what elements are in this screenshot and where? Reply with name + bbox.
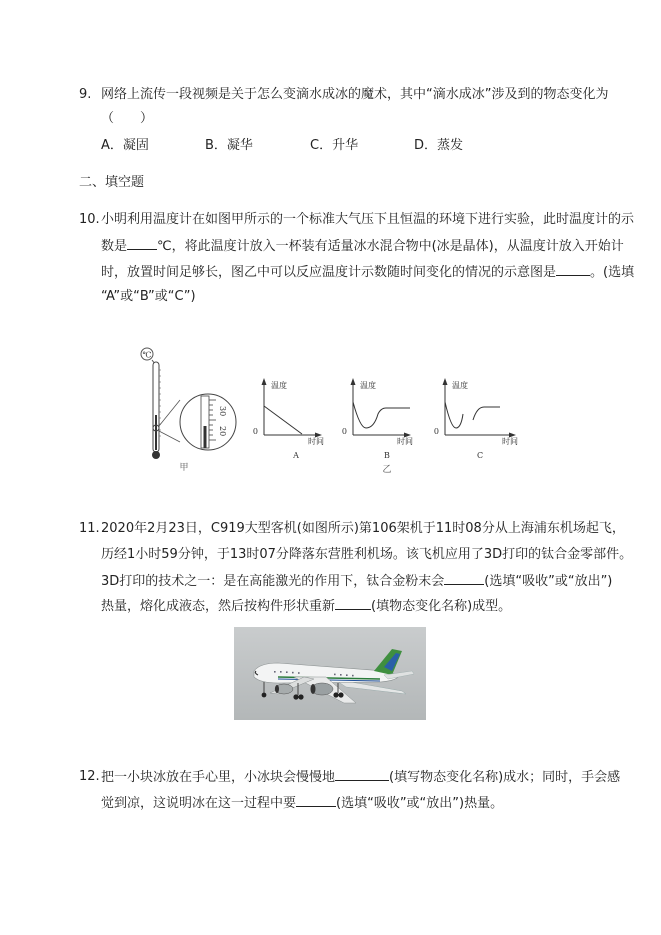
graph-a bbox=[253, 378, 324, 460]
q9-option-a bbox=[101, 137, 149, 155]
q10-line2-b: ℃，将此温度计放入一杯装有适量冰水混合物中(冰是晶体)，从温度计放入开始计 bbox=[157, 239, 624, 254]
q11-line1: 2020年2月23日，C919大型客机(如图所示)第106架机于11时08分从上海浦东机场起飞， bbox=[101, 521, 625, 536]
q9-number: 9. bbox=[79, 87, 92, 102]
q10-line1: 小明利用温度计在如图甲所示的一个标准大气压下且恒温的环境下进行实验，此时温度计的示 bbox=[101, 212, 635, 227]
q12-line1 bbox=[101, 768, 620, 787]
thermo-unit-label: ℃ bbox=[142, 350, 152, 360]
q11-number: 11. bbox=[79, 521, 100, 536]
scale-label-20: 20 bbox=[218, 426, 227, 437]
graph-a-ylabel: 温度 bbox=[271, 381, 287, 390]
answer-blank[interactable] bbox=[556, 263, 590, 276]
q9-text: 网络上流传一段视频是关于怎么变滴水成冰的魔术，其中“滴水成冰”涉及到的物态变化为 bbox=[101, 87, 609, 102]
graph-c-origin: 0 bbox=[433, 427, 439, 436]
q10-number: 10. bbox=[79, 212, 100, 227]
q9-option-c bbox=[310, 137, 358, 155]
label-yi: 乙 bbox=[382, 465, 392, 475]
graph-c-ylabel: 温度 bbox=[452, 381, 468, 390]
option-text: 升华 bbox=[332, 138, 359, 153]
q11-line4 bbox=[101, 597, 511, 616]
q12-number: 12. bbox=[79, 769, 100, 784]
q9-option-d bbox=[414, 137, 463, 155]
answer-blank[interactable] bbox=[296, 794, 336, 807]
q12-line2 bbox=[101, 794, 503, 813]
graph-c-xlabel: 时间 bbox=[502, 437, 518, 446]
q11-line4-a: 热量，熔化成液态，然后按构件形状重新 bbox=[101, 599, 336, 614]
q12-line1-b: (填写物态变化名称)成水；同时，手会感 bbox=[389, 770, 621, 785]
option-text: 凝华 bbox=[226, 138, 253, 153]
q12-line2-b: (选填“吸收”或“放出”)热量。 bbox=[336, 796, 504, 811]
thermometer-figure bbox=[141, 348, 236, 473]
q10-line3 bbox=[101, 263, 634, 282]
q11-line3 bbox=[101, 572, 612, 591]
graph-a-xlabel: 时间 bbox=[308, 437, 324, 446]
option-letter: B． bbox=[205, 138, 227, 153]
option-letter: D． bbox=[414, 138, 438, 153]
graph-b-ylabel: 温度 bbox=[360, 381, 376, 390]
scale-label-30: 30 bbox=[218, 406, 227, 417]
q12-line2-a: 觉到凉，这说明冰在这一过程中要 bbox=[101, 796, 297, 811]
graph-b bbox=[342, 378, 413, 475]
graph-a-origin: 0 bbox=[252, 427, 258, 436]
answer-blank[interactable] bbox=[444, 572, 484, 585]
c919-airplane-photo bbox=[234, 627, 426, 720]
graph-c-name: C bbox=[476, 451, 484, 460]
q10-line2 bbox=[101, 237, 624, 256]
q11-line3-b: (选填“吸收”或“放出”) bbox=[484, 574, 613, 589]
answer-blank[interactable] bbox=[127, 237, 157, 250]
graph-b-xlabel: 时间 bbox=[397, 437, 413, 446]
q12-line1-a: 把一小块冰放在手心里，小冰块会慢慢地 bbox=[101, 770, 336, 785]
option-letter: C． bbox=[310, 138, 333, 153]
option-text: 凝固 bbox=[122, 138, 149, 153]
q11-line4-b: (填物态变化名称)成型。 bbox=[371, 599, 512, 614]
q9-option-b bbox=[205, 137, 253, 155]
graph-c bbox=[434, 378, 518, 460]
q10-line3-a: 时，放置时间足够长，图乙中可以反应温度计示数随时间变化的情况的示意图是 bbox=[101, 265, 557, 280]
section-title: 二、填空题 bbox=[79, 175, 145, 190]
graph-b-origin: 0 bbox=[341, 427, 347, 436]
q10-figure bbox=[140, 340, 530, 475]
option-letter: A． bbox=[101, 138, 123, 153]
q11-line2: 历经1小时59分钟，于13时07分降落东营胜利机场。该飞机应用了3D打印的钛合金零部件。 bbox=[101, 547, 633, 562]
graph-b-name: B bbox=[384, 451, 390, 460]
graph-a-name: A bbox=[293, 451, 299, 460]
option-text: 蒸发 bbox=[437, 138, 464, 153]
q9-paren: （ ） bbox=[101, 111, 154, 126]
label-jia: 甲 bbox=[179, 463, 189, 473]
q10-line4: “A”或“B”或“C”) bbox=[101, 289, 196, 304]
answer-blank[interactable] bbox=[335, 768, 389, 781]
q10-line2-a: 数是 bbox=[101, 239, 128, 254]
q11-line3-a: 3D打印的技术之一：是在高能激光的作用下，钛合金粉末会 bbox=[101, 574, 445, 589]
q10-line3-b: 。(选填 bbox=[590, 265, 635, 280]
answer-blank[interactable] bbox=[335, 597, 371, 610]
